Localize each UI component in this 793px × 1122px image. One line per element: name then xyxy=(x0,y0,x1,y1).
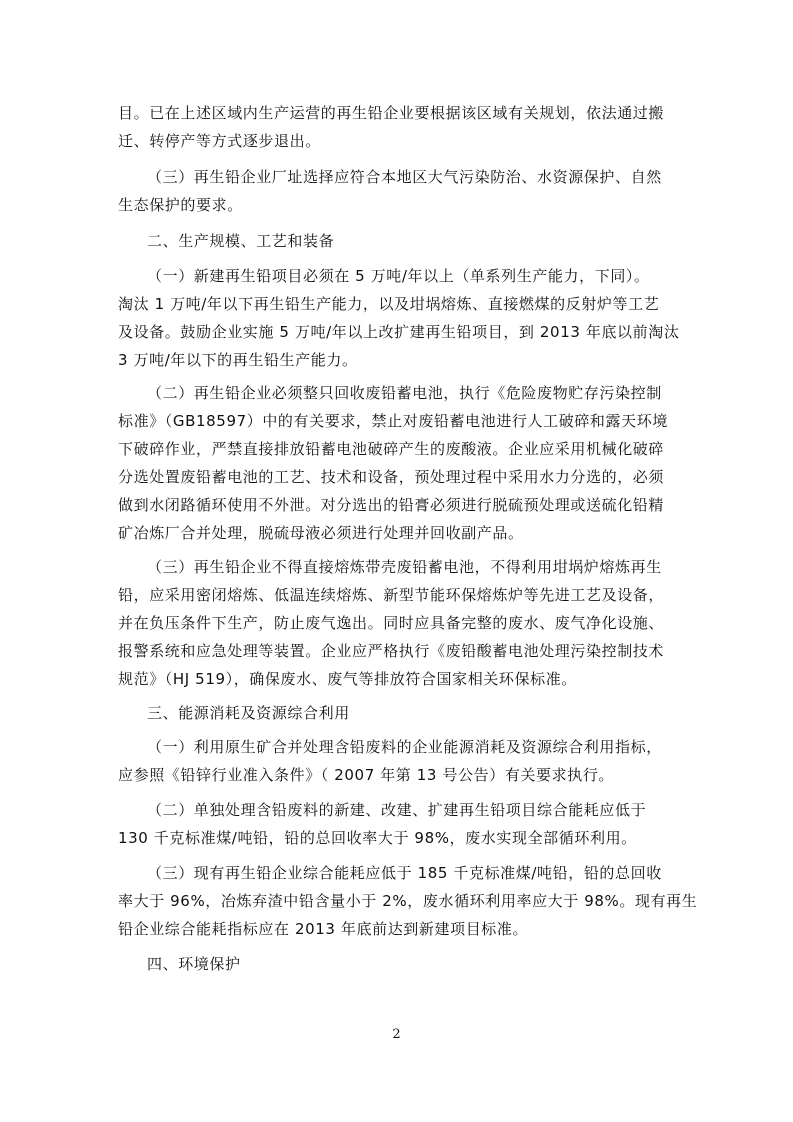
text-line: （二）再生铅企业必须整只回收废铅蓄电池，执行《危险废物贮存污染控制 xyxy=(147,384,662,402)
text-line: 130 千克标准煤/吨铅，铅的总回收率大于 98%，废水实现全部循环利用。 xyxy=(118,829,637,847)
page-number: 2 xyxy=(392,1027,401,1042)
text-line: 率大于 96%，冶炼弃渣中铅含量小于 2%，废水循环利用率应大于 98%。现有再生 xyxy=(118,892,698,910)
text-line: 铅，应采用密闭熔炼、低温连续熔炼、新型节能环保熔炼炉等先进工艺及设备， xyxy=(118,586,665,604)
text-line: 并在负压条件下生产，防止废气逸出。同时应具备完整的废水、废气净化设施、 xyxy=(118,614,665,632)
text-line: 3 万吨/年以下的再生铅生产能力。 xyxy=(118,351,358,369)
text-line: 铅企业综合能耗指标应在 2013 年底前达到新建项目标准。 xyxy=(118,920,529,938)
text-line: 规范》（HJ 519），确保废水、废气等排放符合国家相关环保标准。 xyxy=(118,670,577,688)
text-line: （二）单独处理含铅废料的新建、改建、扩建再生铅项目综合能耗应低于 xyxy=(147,801,647,819)
text-line: （三）再生铅企业厂址选择应符合本地区大气污染防治、水资源保护、自然 xyxy=(147,168,662,186)
text-line: 淘汰 1 万吨/年以下再生铅生产能力，以及坩埚熔炼、直接燃煤的反射炉等工艺 xyxy=(118,295,660,313)
text-line: 矿冶炼厂合并处理，脱硫母液必须进行处理并回收副产品。 xyxy=(118,524,524,542)
text-line: 下破碎作业，严禁直接排放铅蓄电池破碎产生的废酸液。企业应采用机械化破碎 xyxy=(118,440,665,458)
text-line: （三）现有再生铅企业综合能耗应低于 185 千克标准煤/吨铅，铅的总回收 xyxy=(147,864,662,882)
text-line: 迁、转停产等方式逐步退出。 xyxy=(118,132,321,150)
text-line: 做到水闭路循环使用不外泄。对分选出的铅膏必须进行脱硫预处理或送硫化铅精 xyxy=(118,496,665,514)
text-line: （三）再生铅企业不得直接熔炼带壳废铅蓄电池，不得利用坩埚炉熔炼再生 xyxy=(147,558,662,576)
text-line: 应参照《铅锌行业准入条件》（ 2007 年第 13 号公告）有关要求执行。 xyxy=(118,766,615,784)
section-heading: 四、环境保护 xyxy=(147,955,241,973)
text-line: 标准》（GB18597）中的有关要求，禁止对废铅蓄电池进行人工破碎和露天环境 xyxy=(118,412,668,430)
text-line: （一）利用原生矿合并处理含铅废料的企业能源消耗及资源综合利用指标， xyxy=(147,738,662,756)
section-heading: 三、能源消耗及资源综合利用 xyxy=(147,704,350,722)
text-line: 分选处置废铅蓄电池的工艺、技术和设备，预处理过程中采用水力分选的，必须 xyxy=(118,468,665,486)
text-line: 生态保护的要求。 xyxy=(118,196,243,214)
text-line: 及设备。鼓励企业实施 5 万吨/年以上改扩建再生铅项目，到 2013 年底以前淘汰 xyxy=(118,323,680,341)
text-line: 报警系统和应急处理等装置。企业应严格执行《废铅酸蓄电池处理污染控制技术 xyxy=(118,642,665,660)
text-line: 目。已在上述区域内生产运营的再生铅企业要根据该区域有关规划，依法通过搬 xyxy=(118,104,665,122)
text-line: （一）新建再生铅项目必须在 5 万吨/年以上（单系列生产能力，下同）。 xyxy=(147,267,650,285)
section-heading: 二、生产规模、工艺和装备 xyxy=(147,232,335,250)
